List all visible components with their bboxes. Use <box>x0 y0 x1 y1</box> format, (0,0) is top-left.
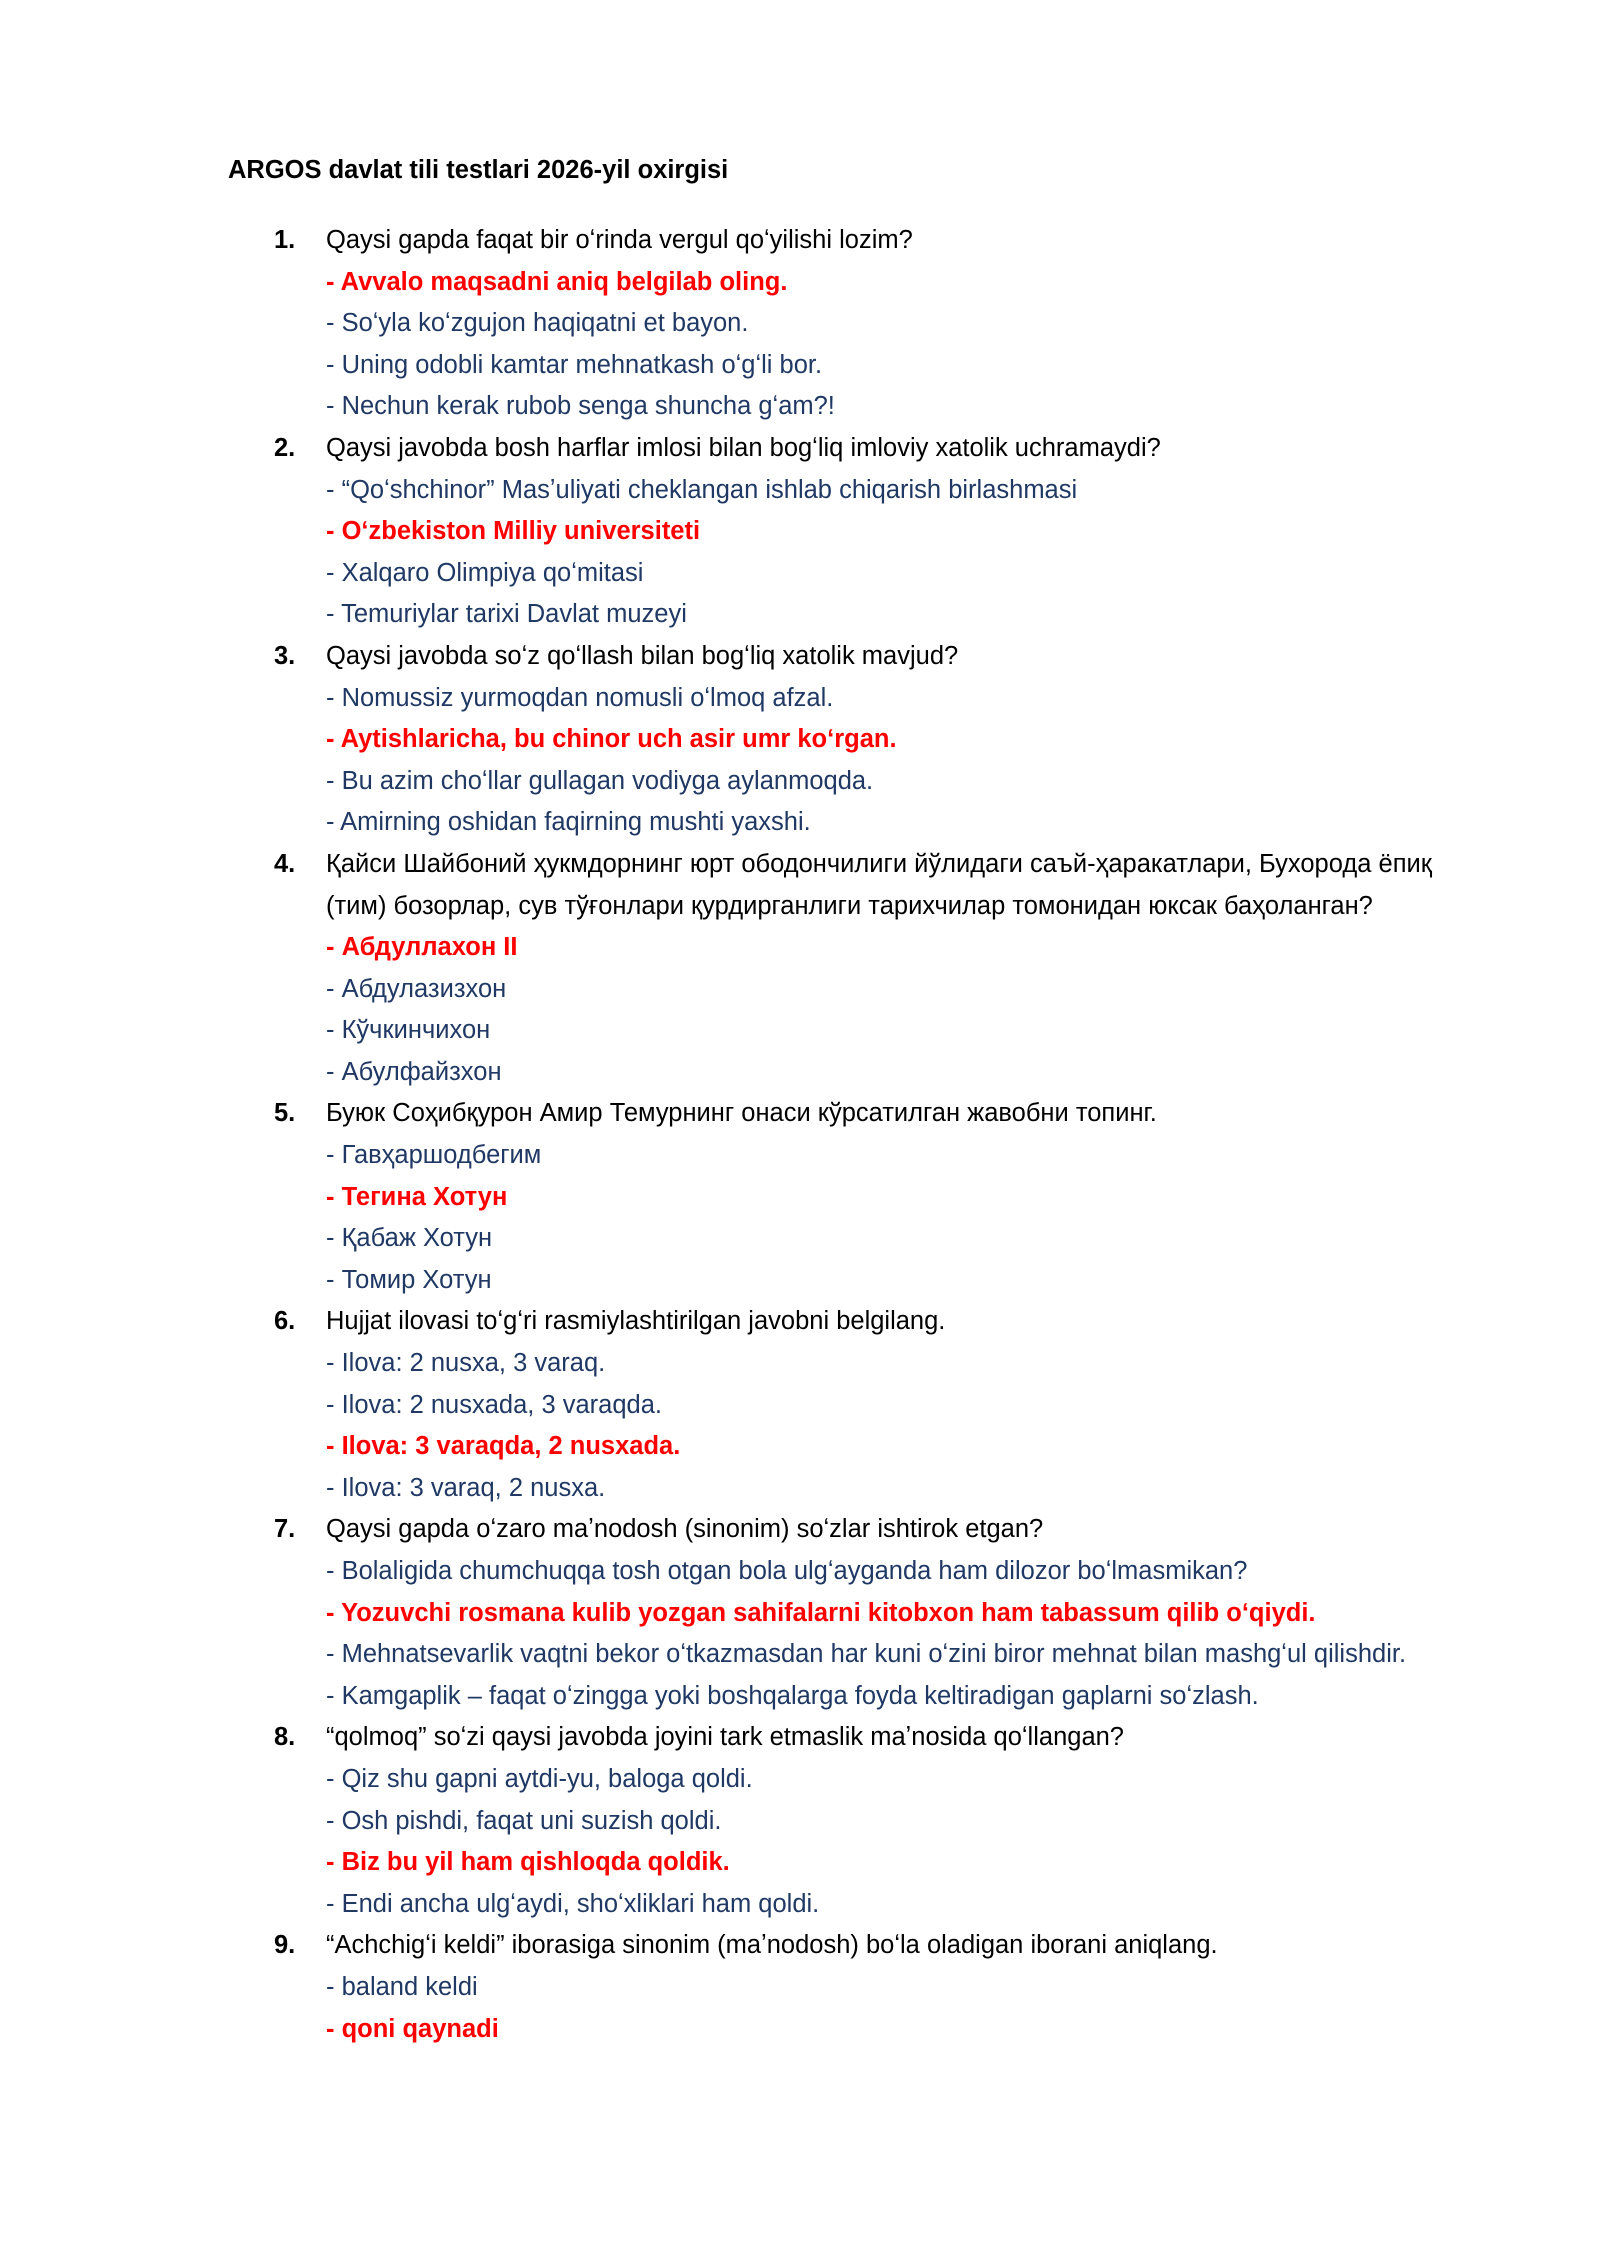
answer-option: - Bu azim choʻllar gullagan vodiyga aylanmoqda. <box>326 766 874 795</box>
answer-options <box>326 1343 1474 1509</box>
question-text: Qaysi javobda bosh harflar imlosi bilan bogʻliq imloviy xatolik uchramaydi? <box>326 433 1161 462</box>
answer-option: - Ilova: 2 nusxada, 3 varaqda. <box>326 1390 662 1419</box>
answer-option-correct: - Aytishlaricha, bu chinor uch asir umr koʻrgan. <box>326 725 897 754</box>
question-3 <box>274 636 1474 844</box>
answer-option-correct: - Avvalo maqsadni aniq belgilab oling. <box>326 267 788 296</box>
question-text: Буюк Соҳибқурон Амир Темурнинг онаси кўрсатилган жавобни топинг. <box>326 1099 1157 1128</box>
question-5 <box>274 1093 1474 1301</box>
answer-option: - Uning odobli kamtar mehnatkash oʻgʻli bor. <box>326 350 823 379</box>
question-text: Қайси Шайбоний ҳукмдорнинг юрт ободончилиги йўлидаги саъй-ҳаракатлари, Бухорода ёпиқ (тим) бозорлар, сув тўғонлари қурдирганлиги тарихчилар томонидан юксак баҳоланган? <box>326 849 1432 920</box>
answer-option: - Amirning oshidan faqirning mushti yaxshi. <box>326 808 811 837</box>
question-number: 9. <box>274 1931 296 1960</box>
answer-option: - Mehnatsevarlik vaqtni bekor oʻtkazmasdan har kuni oʻzini biror mehnat bilan mashgʻul qilishdir. <box>326 1640 1407 1669</box>
question-6 <box>274 1301 1474 1509</box>
answer-option: - Абдулазизхон <box>326 974 507 1003</box>
answer-option: - Ilova: 2 nusxa, 3 varaq. <box>326 1349 606 1378</box>
question-number: 2. <box>274 433 296 462</box>
answer-option: - Endi ancha ulgʻaydi, shoʻxliklari ham qoldi. <box>326 1889 820 1918</box>
answer-option: - Ilova: 3 varaq, 2 nusxa. <box>326 1473 606 1502</box>
answer-options <box>326 470 1474 636</box>
answer-option: - Bolaligida chumchuqqa tosh otgan bola ulgʻayganda ham dilozor boʻlmasmikan? <box>326 1557 1248 1585</box>
answer-option: - Nechun kerak rubob senga shuncha gʻam?! <box>326 392 835 421</box>
answer-option-correct: - Тегина Хотун <box>326 1182 508 1211</box>
question-number: 7. <box>274 1515 296 1544</box>
answer-option: - Кўчкинчихон <box>326 1016 491 1045</box>
question-number: 3. <box>274 641 296 670</box>
answer-option: - Абулфайзхон <box>326 1057 502 1086</box>
answer-options <box>326 927 1474 1093</box>
question-9 <box>274 1925 1474 2050</box>
answer-option: - Soʻyla koʻzgujon haqiqatni et bayon. <box>326 309 749 338</box>
question-text: Qaysi gapda oʻzaro maʼnodosh (sinonim) soʻzlar ishtirok etgan? <box>326 1515 1044 1544</box>
answer-option: - Xalqaro Olimpiya qoʻmitasi <box>326 558 644 587</box>
question-number: 4. <box>274 849 296 878</box>
answer-option: - “Qoʻshchinor” Masʼuliyati cheklangan ishlab chiqarish birlashmasi <box>326 475 1078 504</box>
question-4 <box>274 844 1474 1094</box>
question-number: 1. <box>274 226 296 254</box>
answer-option-correct: - qoni qaynadi <box>326 2014 499 2043</box>
answer-option-correct: - Oʻzbekiston Milliy universiteti <box>326 517 701 546</box>
question-2 <box>274 428 1474 636</box>
answer-option: - Томир Хотун <box>326 1265 492 1294</box>
question-7 <box>274 1509 1474 1717</box>
answer-options <box>326 1759 1474 1925</box>
answer-option: - Qiz shu gapni aytdi-yu, baloga qoldi. <box>326 1764 753 1793</box>
question-text: Qaysi gapda faqat bir oʻrinda vergul qoʻyilishi lozim? <box>326 226 913 254</box>
answer-options <box>326 1967 1474 2050</box>
answer-option: - Nomussiz yurmoqdan nomusli oʻlmoq afzal. <box>326 683 834 712</box>
question-list <box>274 220 1474 2050</box>
question-text: “Achchigʻi keldi” iborasiga sinonim (maʼnodosh) boʻla oladigan iborani aniqlang. <box>326 1931 1218 1960</box>
document-title: ARGOS davlat tili testlari 2026-yil oxirgisi <box>228 156 729 184</box>
answer-option-correct: - Biz bu yil ham qishloqda qoldik. <box>326 1848 730 1877</box>
question-number: 5. <box>274 1099 296 1128</box>
answer-options <box>326 678 1474 844</box>
answer-option: - Kamgaplik – faqat oʻzingga yoki boshqalarga foyda keltiradigan gaplarni soʻzlash. <box>326 1681 1259 1710</box>
answer-options <box>326 1551 1474 1717</box>
question-1 <box>274 220 1474 428</box>
question-text: Hujjat ilovasi toʻgʻri rasmiylashtirilgan javobni belgilang. <box>326 1307 946 1336</box>
question-text: Qaysi javobda soʻz qoʻllash bilan bogʻliq xatolik mavjud? <box>326 641 959 670</box>
question-number: 6. <box>274 1307 296 1336</box>
answer-option: - baland keldi <box>326 1972 478 2001</box>
answer-options <box>326 262 1474 428</box>
answer-option: - Гавҳаршодбегим <box>326 1141 542 1170</box>
answer-option-correct: - Ilova: 3 varaqda, 2 nusxada. <box>326 1432 681 1461</box>
answer-option-correct: - Абдуллахон II <box>326 933 518 962</box>
answer-option: - Osh pishdi, faqat uni suzish qoldi. <box>326 1806 722 1835</box>
answer-options <box>326 1135 1474 1301</box>
question-8 <box>274 1717 1474 1925</box>
question-number: 8. <box>274 1723 296 1752</box>
answer-option: - Temuriylar tarixi Davlat muzeyi <box>326 600 687 629</box>
answer-option: - Қабаж Хотун <box>326 1224 493 1253</box>
answer-option-correct: - Yozuvchi rosmana kulib yozgan sahifalarni kitobxon ham tabassum qilib oʻqiydi. <box>326 1598 1316 1627</box>
question-text: “qolmoq” soʻzi qaysi javobda joyini tark etmaslik maʼnosida qoʻllangan? <box>326 1723 1124 1752</box>
